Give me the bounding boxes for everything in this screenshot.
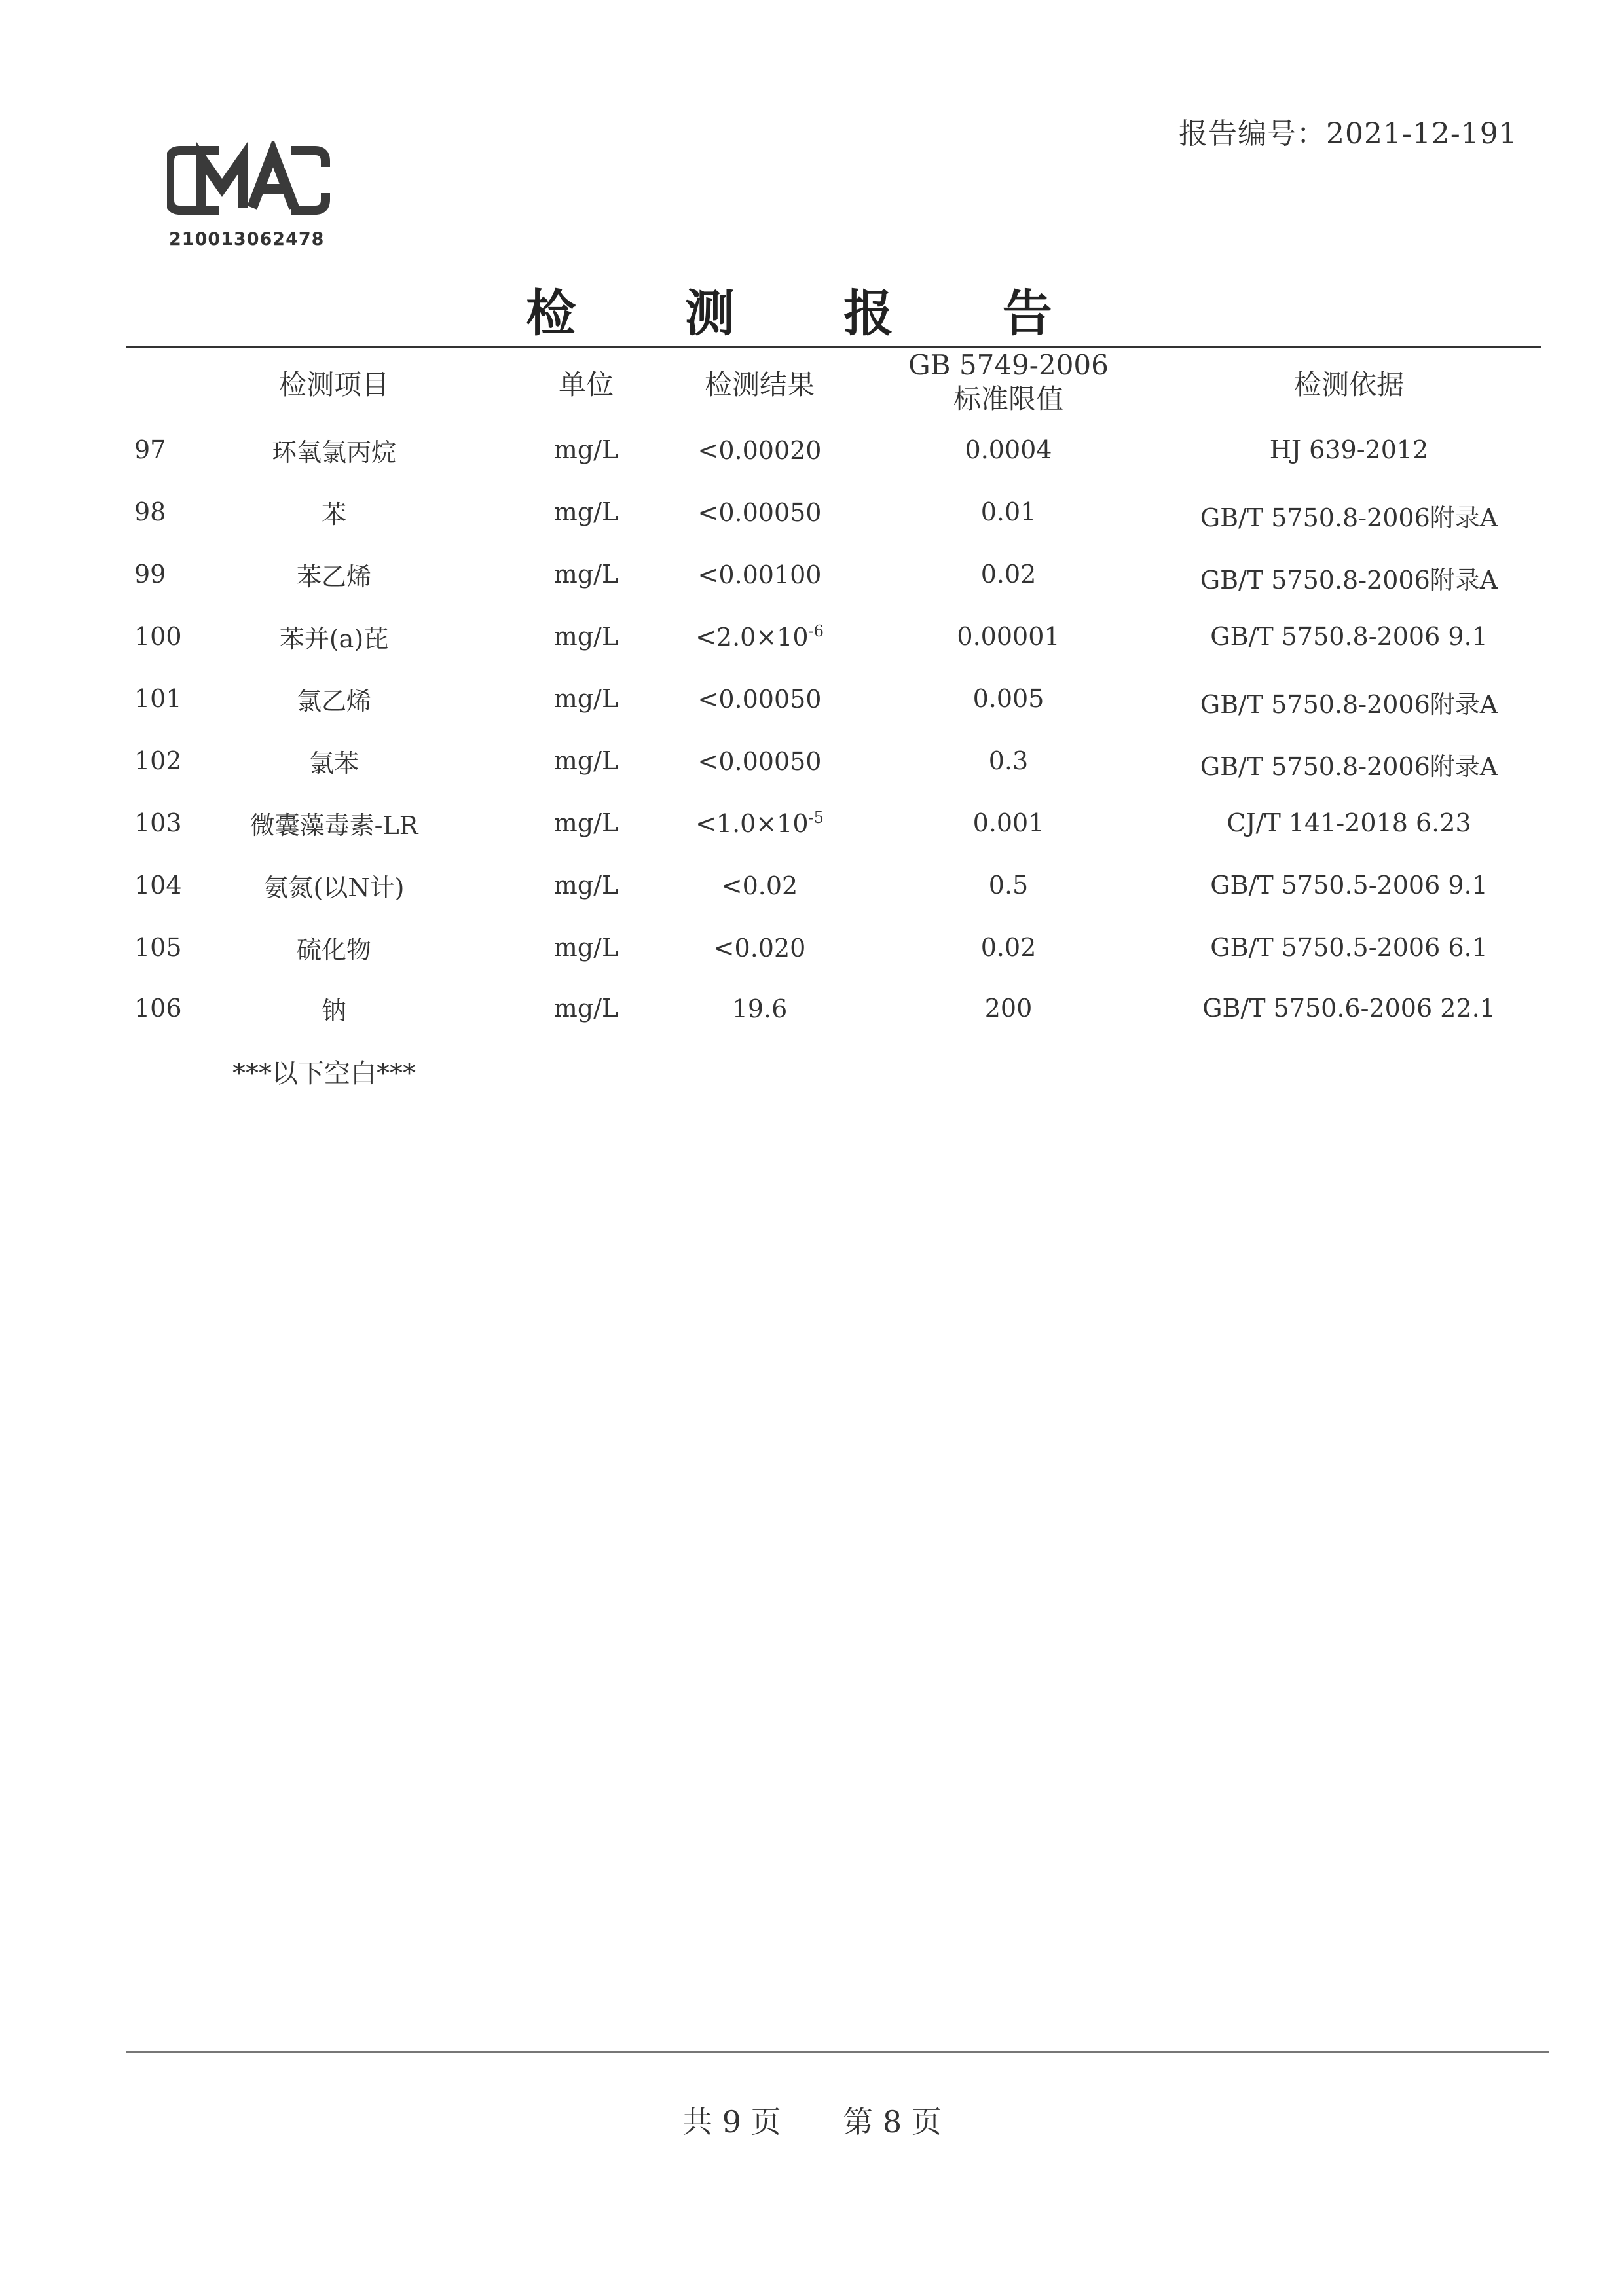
row-unit: mg/L	[553, 871, 619, 900]
row-basis-standard: GB/T 5750.8-2006	[1200, 752, 1430, 781]
row-basis-standard: HJ 639-2012	[1269, 435, 1429, 464]
row-result	[668, 684, 851, 714]
row-result-value: <0.020	[713, 934, 806, 962]
row-result	[668, 994, 851, 1023]
row-item: 微囊藻毒素-LR	[249, 811, 418, 840]
column-header-limit	[891, 348, 1126, 416]
row-basis-appendix: 附录A	[1430, 752, 1498, 781]
row-basis-standard: GB/T 5750.8-2006	[1200, 503, 1430, 532]
row-basis-appendix: 附录A	[1430, 566, 1498, 594]
row-basis	[1166, 746, 1532, 782]
row-number: 100	[134, 622, 182, 651]
column-header-item: 检测项目	[278, 369, 389, 401]
row-basis	[1166, 435, 1532, 464]
cma-certificate-number: 210013062478	[169, 229, 325, 249]
row-result-exponent: -5	[808, 809, 824, 827]
row-number: 98	[134, 498, 166, 526]
row-result-value: <0.02	[721, 871, 798, 900]
row-number: 102	[134, 746, 182, 775]
total-pages: 共 9 页	[682, 2104, 781, 2140]
row-limit: 0.00001	[957, 622, 1060, 651]
row-result	[668, 622, 851, 651]
column-header-result: 检测结果	[704, 369, 815, 401]
row-basis-standard: CJ/T 141-2018 6.23	[1227, 809, 1471, 837]
column-header-limit-standard: GB 5749-2006	[908, 349, 1109, 381]
row-result	[668, 871, 851, 900]
row-item: 硫化物	[296, 936, 371, 964]
row-limit: 0.3	[988, 746, 1029, 775]
row-result-value: <0.00100	[697, 560, 822, 589]
row-basis-appendix: 附录A	[1430, 503, 1498, 532]
row-limit: 0.02	[980, 560, 1037, 589]
row-result	[668, 933, 851, 962]
column-header-unit: 单位	[558, 369, 614, 401]
row-number: 105	[134, 933, 182, 962]
row-result	[668, 809, 851, 838]
row-result-value: <0.00050	[697, 498, 822, 527]
row-result	[668, 746, 851, 776]
row-limit: 0.5	[988, 871, 1029, 900]
row-basis	[1166, 933, 1532, 962]
row-item: 苯	[321, 500, 346, 529]
row-number: 97	[134, 435, 166, 464]
row-basis	[1166, 994, 1532, 1023]
row-basis	[1166, 684, 1532, 720]
row-basis-standard: GB/T 5750.8-2006	[1200, 690, 1430, 719]
row-basis	[1166, 871, 1532, 900]
row-unit: mg/L	[553, 435, 619, 464]
row-result	[668, 498, 851, 527]
row-result-value: <2.0×10	[695, 623, 809, 651]
row-basis	[1166, 622, 1532, 651]
row-basis	[1166, 498, 1532, 534]
row-unit: mg/L	[553, 809, 619, 837]
report-number: 报告编号：2021-12-191	[1179, 117, 1518, 151]
row-result-exponent: -6	[808, 622, 824, 640]
header-divider	[126, 346, 1541, 348]
row-limit: 0.02	[980, 933, 1037, 962]
row-limit: 0.0004	[965, 435, 1052, 464]
row-number: 101	[134, 684, 182, 713]
row-limit: 0.001	[972, 809, 1044, 837]
row-limit: 0.005	[972, 684, 1044, 713]
footer-divider	[126, 2051, 1549, 2053]
row-basis-standard: GB/T 5750.6-2006 22.1	[1202, 994, 1496, 1023]
row-item: 钠	[321, 996, 346, 1025]
row-item: 氯乙烯	[296, 687, 371, 716]
row-basis	[1166, 809, 1532, 837]
current-page: 第 8 页	[843, 2104, 942, 2140]
row-result-value: <0.00050	[697, 685, 822, 714]
row-item: 氯苯	[308, 749, 359, 778]
row-item: 苯乙烯	[296, 562, 371, 591]
column-header-limit-label: 标准限值	[953, 383, 1063, 415]
row-number: 104	[134, 871, 182, 900]
row-unit: mg/L	[553, 933, 619, 962]
row-result-value: <1.0×10	[695, 809, 809, 838]
row-unit: mg/L	[553, 746, 619, 775]
page-footer	[0, 2098, 1624, 2141]
row-item: 氨氮(以N计)	[263, 873, 405, 902]
row-basis-standard: GB/T 5750.8-2006	[1200, 566, 1430, 594]
row-basis-standard: GB/T 5750.5-2006 9.1	[1210, 871, 1488, 900]
row-basis-standard: GB/T 5750.8-2006 9.1	[1210, 622, 1488, 651]
row-number: 106	[134, 994, 182, 1023]
row-result	[668, 560, 851, 589]
row-limit: 0.01	[980, 498, 1037, 526]
row-result	[668, 435, 851, 465]
column-header-basis: 检测依据	[1293, 369, 1404, 401]
row-result-value: 19.6	[731, 994, 788, 1023]
row-basis-appendix: 附录A	[1430, 690, 1498, 719]
row-result-value: <0.00020	[697, 436, 822, 465]
row-unit: mg/L	[553, 622, 619, 651]
row-limit: 200	[984, 994, 1033, 1023]
row-unit: mg/L	[553, 498, 619, 526]
row-unit: mg/L	[553, 994, 619, 1023]
row-item: 苯并(a)芘	[279, 625, 389, 653]
row-basis-standard: GB/T 5750.5-2006 6.1	[1210, 933, 1488, 962]
row-number: 99	[134, 560, 166, 589]
page-title: 检 测 报 告	[526, 284, 1098, 342]
row-basis	[1166, 560, 1532, 596]
row-item: 环氧氯丙烷	[271, 438, 396, 467]
row-number: 103	[134, 809, 182, 837]
blank-below-note: ***以下空白***	[232, 1059, 416, 1089]
row-result-value: <0.00050	[697, 747, 822, 776]
row-unit: mg/L	[553, 560, 619, 589]
row-unit: mg/L	[553, 684, 619, 713]
